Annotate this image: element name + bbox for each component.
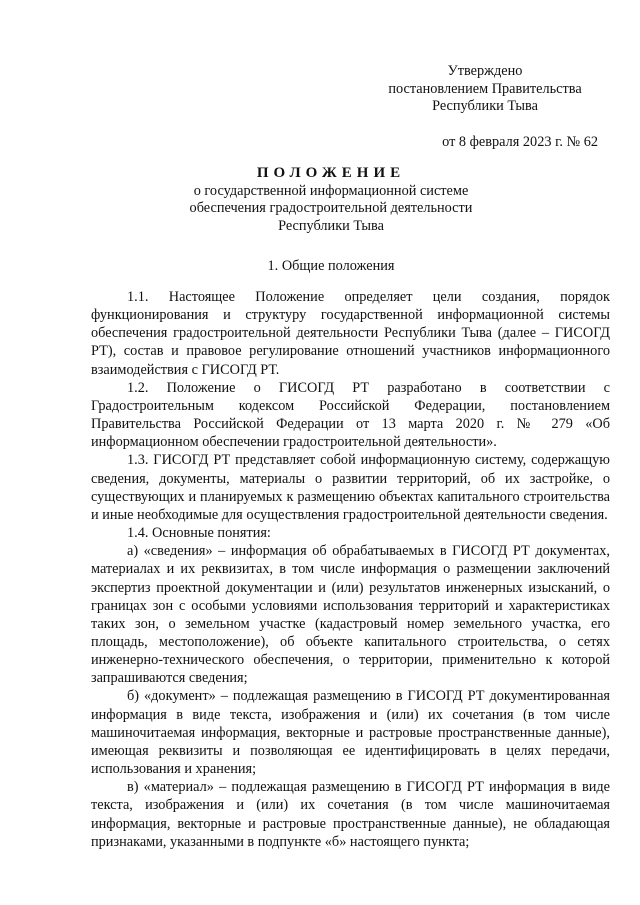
title-line-3: Республики Тыва <box>278 217 384 234</box>
title-heading: ПОЛОЖЕНИЕ <box>256 165 406 181</box>
approval-stamp <box>360 63 610 151</box>
paragraph-1-2: 1.2. Положение о ГИСОГД РТ разработано в соответствии с Градостроительным кодексом Российской Федерации, постановлением Правительства Российской Федерации от 13 марта 2020 г. № 279 «Об информационном обеспечении градостроительной деятельности». <box>91 379 610 451</box>
approval-line-3: Республики Тыва <box>432 98 538 114</box>
approval-line-1: Утверждено <box>447 63 523 79</box>
approval-date: от 8 февраля 2023 г. № 62 <box>442 133 598 150</box>
section-title: 1. Общие положения <box>267 258 395 274</box>
paragraph-1-3: 1.3. ГИСОГД РТ представляет собой информационную систему, содержащую сведения, документы, материалы о развитии территорий, об их застройке, о существующих и планируемых к размещению объектах капитального строительства и иные необходимые для осуществления градостроительной деятельности сведения. <box>91 452 610 523</box>
paragraph-definition-c: в) «материал» – подлежащая размещению в ГИСОГД РТ информация в виде текста, изображения и (или) их сочетания (в том числе машиночитаемая информация, векторные и растровые пространственные данные), не обладающая признаками, указанными в подпункте «б» настоящего пункта; <box>91 779 610 850</box>
paragraph-definition-a: а) «сведения» – информация об обрабатываемых в ГИСОГД РТ документах, материалах и их реквизитах, в том числе информация о размещении заключений экспертиз проектной документации и (или) результатов инженерных изысканий, о границах зон с особыми условиями использования территорий и характеристиках таких зон, о земельном участке (кадастровый номер земельного участка, его площадь, местоположение), об объекте капитального строительства, о сетях инженерно-технического обеспечения, о территории, применительно к которой запрашиваются сведения; <box>91 543 610 687</box>
paragraph-1-4: 1.4. Основные понятия: <box>127 525 271 542</box>
title-line-1: о государственной информационной системе <box>193 182 469 199</box>
document-body <box>91 288 610 851</box>
approval-line-2: постановлением Правительства <box>388 80 582 97</box>
paragraph-1-1: 1.1. Настоящее Положение определяет цели создания, порядок функционирования и структуру государственной информационной системы обеспечения градостроительной деятельности Республики Тыва (далее – ГИСОГД РТ), состав и правовое регулирование отношений участников информационного взаимодействия с ГИСОГД РТ. <box>91 289 610 378</box>
paragraph-definition-b: б) «документ» – подлежащая размещению в ГИСОГД РТ документированная информация в виде текста, изображения и (или) их сочетания (в том числе машиночитаемая информация, векторные и растровые пространственные данные), имеющая реквизиты и позволяющая ее идентифицировать в целях передачи, использования и хранения; <box>91 688 610 778</box>
title-line-2: обеспечения градостроительной деятельности <box>189 200 473 216</box>
document-title <box>80 165 582 235</box>
